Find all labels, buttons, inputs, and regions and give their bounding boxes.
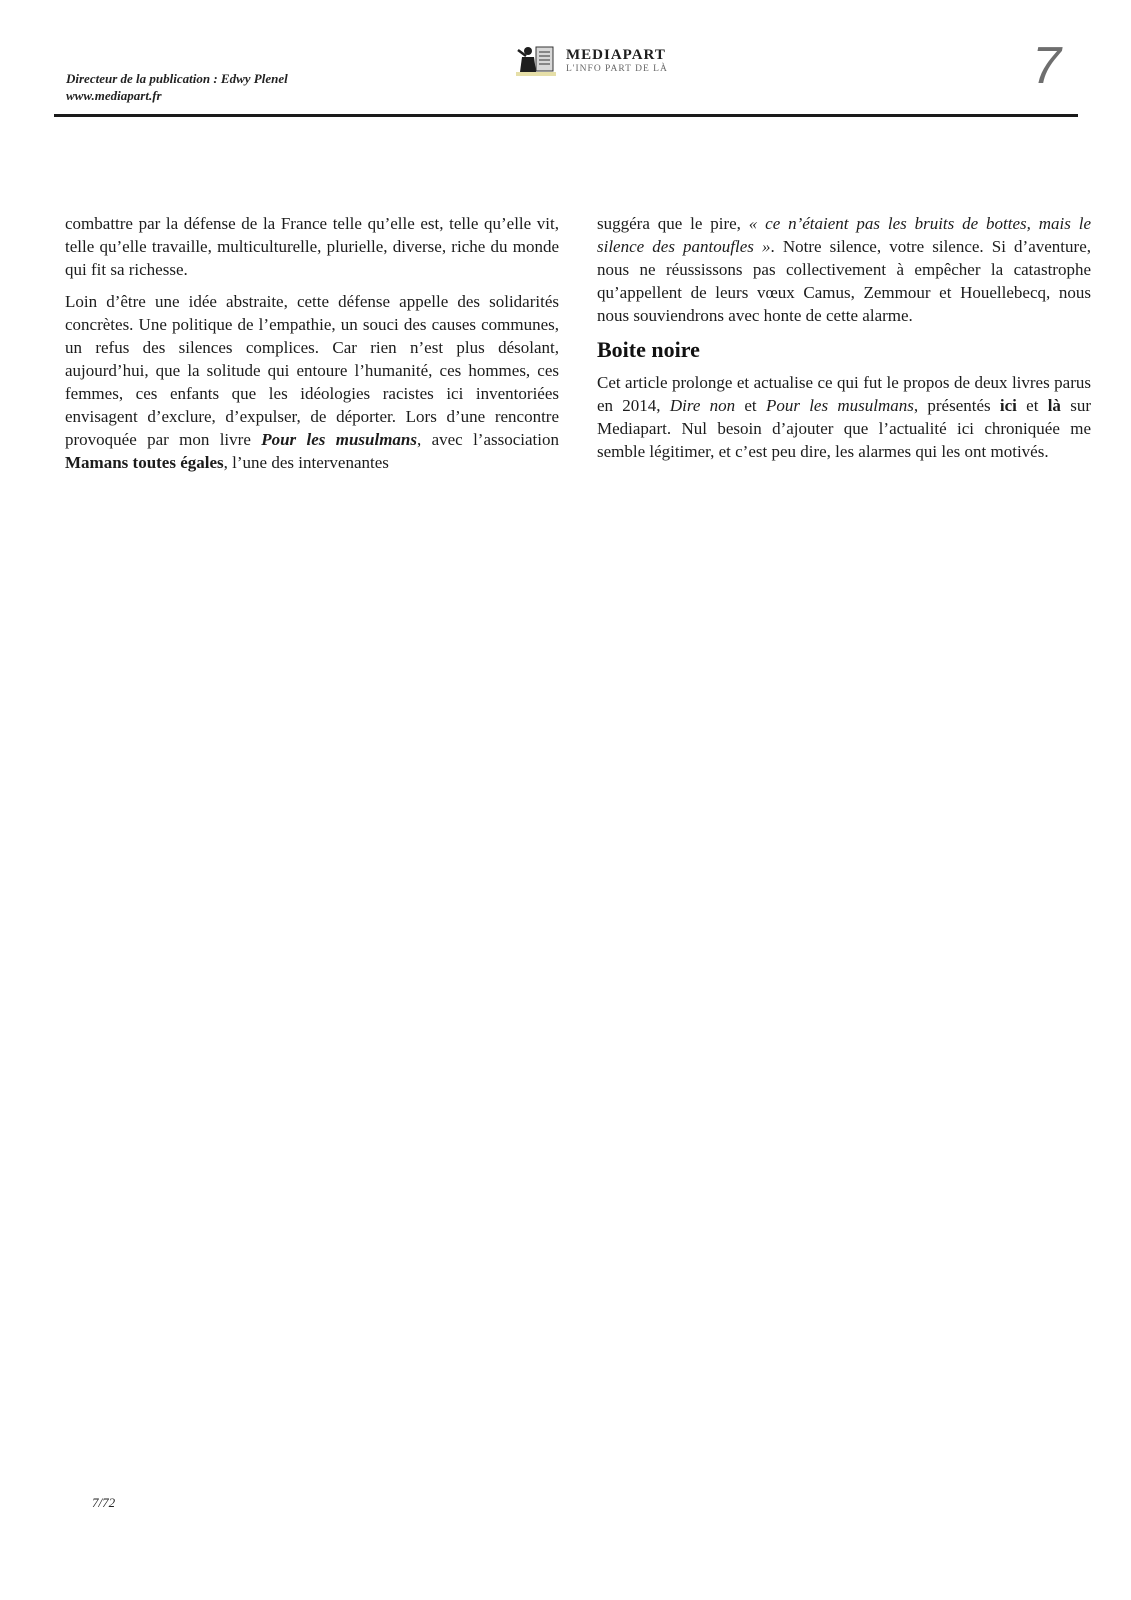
paragraph: combattre par la défense de la France telle qu’elle est, telle qu’elle vit, telle qu’elle travaille, multiculturelle, plurielle, diverse, riche du monde qui fit sa richesse. [65,214,559,279]
article-column-right [597,212,1091,472]
paragraph: suggéra que le pire, « ce n’étaient pas les bruits de bottes, mais le silence des pantoufles ». Notre silence, votre silence. Si d’aventure, nous ne réussissons pas collectivement à empêcher la catastrophe qu’appellent de leurs vœux Camus, Zemmour et Houellebecq, nous nous souviendrons avec honte de cette alarme. [597,214,1091,325]
director-line: Directeur de la publication : Edwy Plenel [66,71,288,86]
section-heading: Boite noire [597,337,700,362]
page-number: 7 [1032,37,1061,95]
logo-tagline: L'INFO PART DE LÀ [566,64,668,74]
paragraph: Cet article prolonge et actualise ce qui fut le propos de deux livres parus en 2014, Dire non et Pour les musulmans, présentés ici et là sur Mediapart. Nul besoin d’ajouter que l’actualité ici chroniquée me semble légitimer, et c’est peu dire, les alarmes qui les ont motivés. [597,373,1091,461]
link-la: là [1047,396,1061,415]
masthead-info [66,70,288,104]
article-column-left [65,212,559,483]
mediapart-logo-icon [514,44,558,78]
mediapart-logo [514,44,668,78]
website-url: www.mediapart.fr [66,88,162,103]
paragraph: Loin d’être une idée abstraite, cette défense appelle des solidarités concrètes. Une politique de l’empathie, un souci des causes communes, un refus des silences complices. Car rien n’est plus désolant, aujourd’hui, que la solitude qui entoure l’humanité, ces hommes, ces femmes, ces enfants que les idéologies racistes ici inventoriées envisagent d’exclure, d’expulser, de déporter. Lors d’une rencontre provoquée par mon livre Pour les musulmans, avec l’association Mamans toutes égales, l’une des intervenantes [65,292,559,472]
book-title: Pour les musulmans [261,430,417,449]
logo-wordmark [566,47,668,75]
header-divider [54,114,1078,117]
book-title: Pour les musulmans [765,396,914,415]
page-header [0,0,1131,120]
link-ici: ici [999,396,1017,415]
quote: « ce n’étaient pas les bruits de bottes, mais le silence des pantoufles » [597,214,1091,256]
association-name: Mamans toutes égales [65,453,224,472]
logo-name: MEDIAPART [566,47,666,63]
page-pagination: 7/72 [92,1495,116,1510]
book-title: Dire non [669,396,736,415]
